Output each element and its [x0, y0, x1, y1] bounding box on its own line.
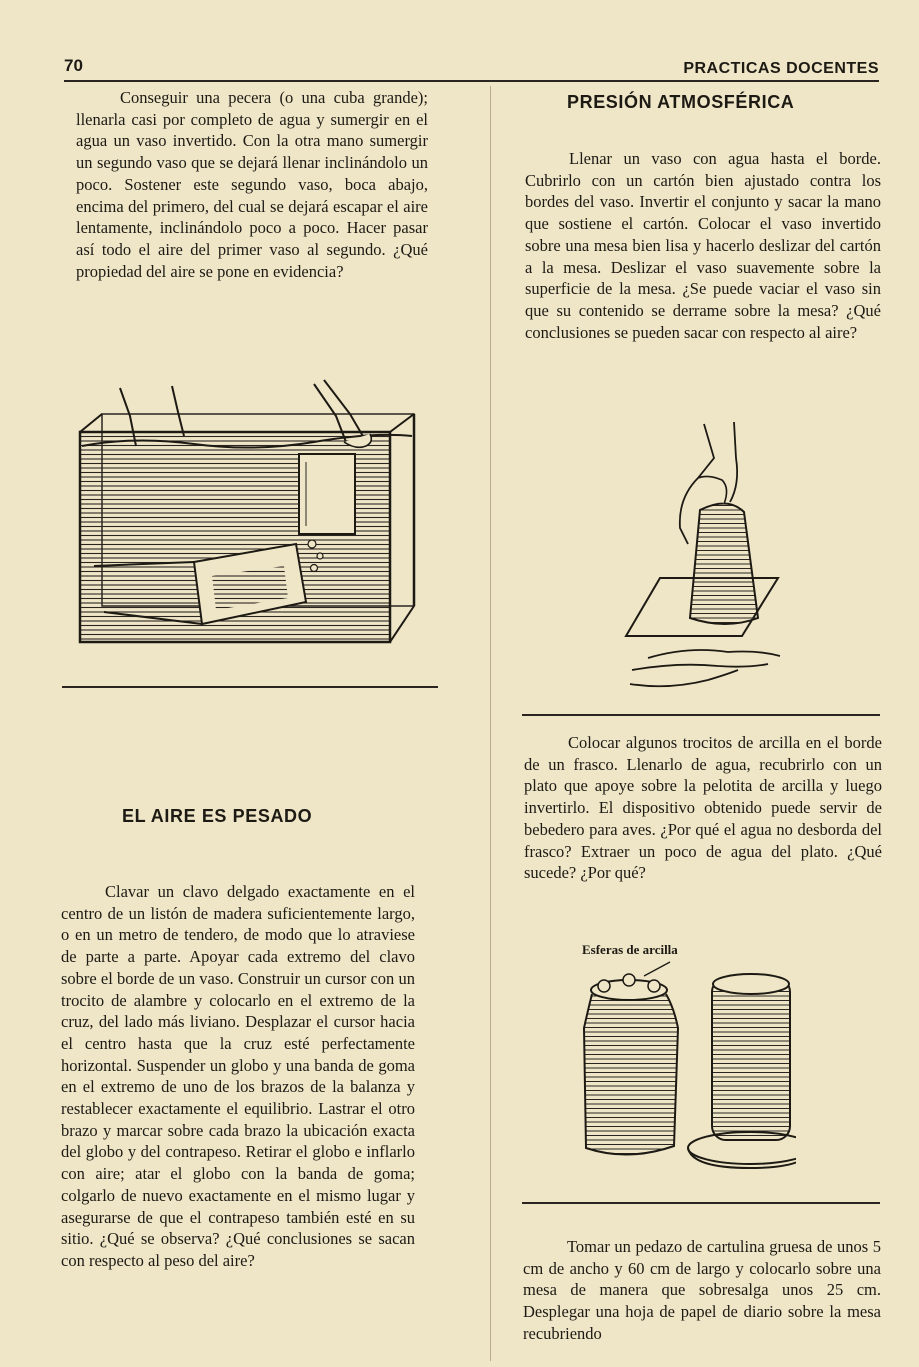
column-divider	[490, 86, 491, 1361]
cardboard-experiment-text: Tomar un pedazo de cartulina gruesa de unos 5 cm de ancho y 60 cm de largo y colocarlo sobre una mesa de manera que sobresalga unos 25 cm. Desplegar una hoja de papel de diario sobre la mesa recubriendo	[523, 1237, 881, 1343]
bird-feeder-experiment-text: Colocar algunos trocitos de arcilla en el borde de un frasco. Llenarlo de agua, recubrirlo con un plato que apoye sobre la pelotita de arcilla y luego invertirlo. El dispositivo obtenido puede servir de bebedero para aves. ¿Por qué el agua no desborda del frasco? Extraer un poco de agua del plato. ¿Qué sucede? ¿Por qué?	[524, 733, 882, 883]
right-section-rule-2	[522, 1202, 880, 1204]
right-section-rule-1	[522, 714, 880, 716]
left-section-rule	[62, 686, 438, 688]
section-heading-presion-atmosferica: PRESIÓN ATMOSFÉRICA	[567, 92, 795, 112]
running-title: PRACTICAS DOCENTES	[683, 60, 879, 77]
page-number: 70	[64, 56, 83, 75]
air-weight-experiment-text: Clavar un clavo delgado exactamente en el centro de un listón de madera suficientemente largo, o en un metro de tendero, de modo que lo atraviese de parte a parte. Apoyar cada extremo del clavo sobre el borde de un vaso. Construir un cursor con un trocito de alambre y colocarlo en el extremo de la cruz, del lado más liviano. Desplazar el cursor hacia el centro hasta que la cruz esté perfectamente horizontal. Suspender un globo y una banda de goma en el extremo de uno de los brazos de la balanza y restablecer exactamente el equilibrio. Lastrar el otro brazo y marcar sobre cada brazo la ubicación exacta del globo y del contrapeso. Retirar el globo e inflarlo con aire; atar el globo con la banda de goma; colgarlo de nuevo exactamente en el mismo lugar y asegurarse de que el contrapeso también esté en su sitio. ¿Qué se observa? ¿Qué conclusiones se sacan con respecto al peso del aire?	[61, 882, 415, 1270]
figure-label-clay: Esferas de arcilla	[582, 942, 678, 957]
aquarium-figure	[74, 376, 420, 658]
jar-and-plate-figure	[574, 958, 796, 1170]
pressure-experiment-text: Llenar un vaso con agua hasta el borde. Cubrirlo con un cartón bien ajustado contra los bordes del vaso. Invertir el conjunto y sacar la mano que sostiene el cartón. Colocar el vaso invertido sobre una mesa bien lisa y hacerlo deslizar del cartón a la mesa. Deslizar el vaso suavemente sobre la superficie de la mesa. ¿Se puede vaciar el vaso sin que su contenido se derrame sobre la mesa? ¿Qué conclusiones se pueden sacar con respecto al aire?	[525, 149, 881, 342]
header-rule	[64, 80, 879, 82]
aquarium-experiment-text: Conseguir una pecera (o una cuba grande); llenarla casi por completo de agua y sumergir en el agua un vaso invertido. Con la otra mano sumergir un segundo vaso que se dejará llenar inclinándolo un poco. Sostener este segundo vaso, boca abajo, encima del primero, del cual se dejará escapar el aire lentamente, inclinándolo poco a poco. Hacer pasar así todo el aire del primer vaso al segundo. ¿Qué propiedad del aire se pone en evidencia?	[76, 88, 428, 281]
section-heading-el-aire-es-pesado: EL AIRE ES PESADO	[122, 806, 313, 826]
inverted-glass-figure	[618, 418, 808, 693]
